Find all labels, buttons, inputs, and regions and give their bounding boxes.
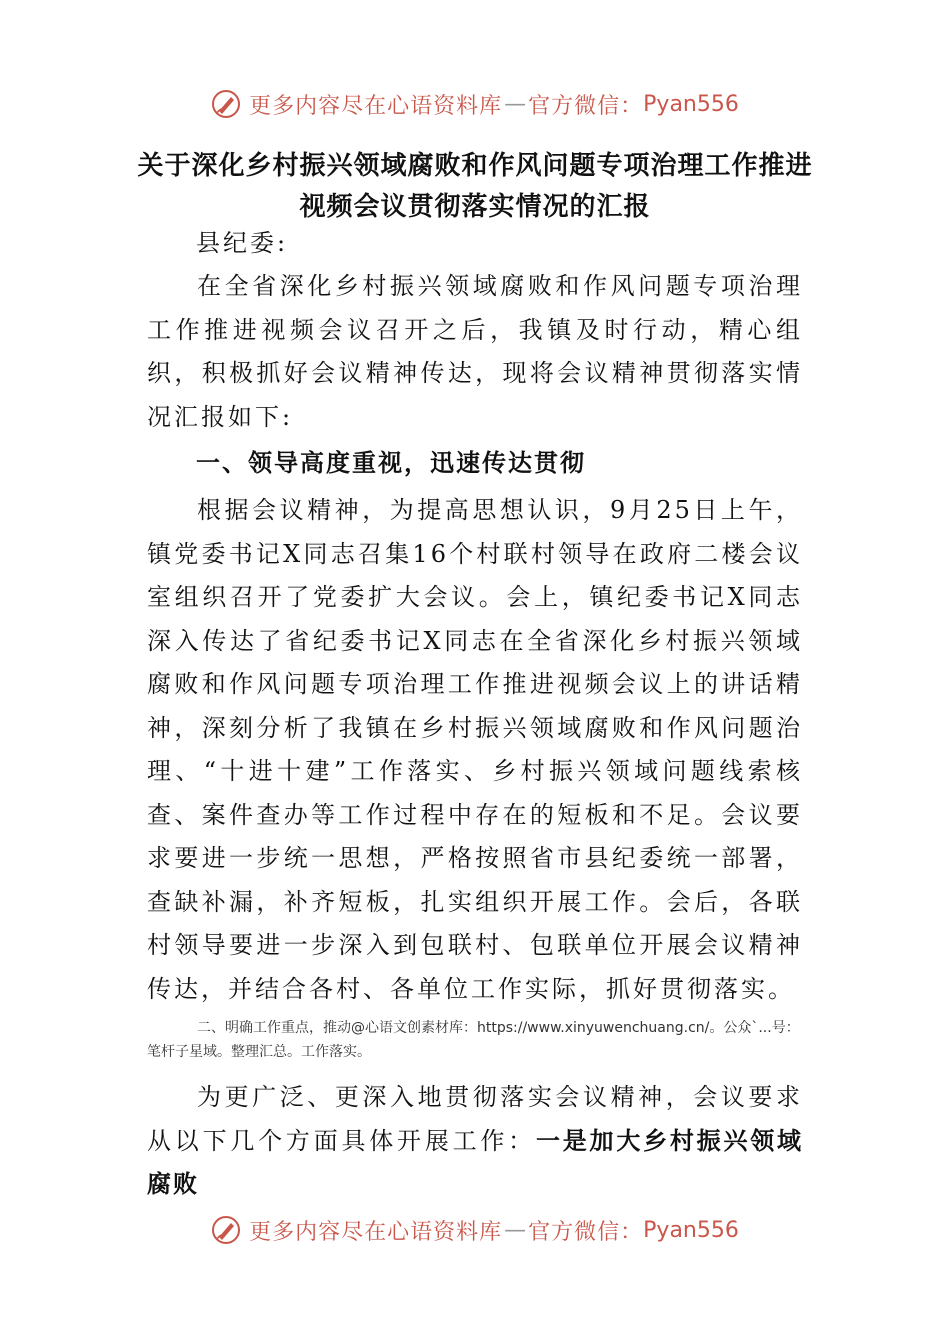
section2-note: 二、明确工作重点，推动@心语文创素材库：https://www.xinyuwenchuang.cn/。公众`...号：笔杆子星域。整理汇总。工作落实。: [147, 1020, 800, 1060]
salutation: 县纪委:: [196, 229, 289, 257]
watermark-text: 更多内容尽在心语资料库: [249, 1219, 503, 1245]
watermark-footer: [0, 1210, 950, 1250]
pen-logo-icon: [211, 1215, 241, 1245]
watermark-header: [0, 84, 950, 124]
watermark-id: Pyan556: [643, 1217, 739, 1243]
watermark-label: 官方微信：: [528, 1219, 644, 1245]
watermark-id: Pyan556: [643, 91, 739, 117]
section2-bold-lead: 一是加大乡村振兴领域腐败: [147, 1126, 804, 1198]
section2-body: [147, 1076, 803, 1207]
watermark-label: 官方微信：: [528, 93, 644, 119]
section1-body: 根据会议精神，为提高思想认识，9月25日上午，镇党委书记X同志召集16个村联村领导在政府二楼会议室组织召开了党委扩大会议。会上，镇纪委书记X同志深入传达了省纪委书记X同志在全省深化乡村振兴领域腐败和作风问题专项治理工作推进视频会议上的讲话精神，深刻分析了我镇在乡村振兴领域腐败和作风问题治理、“十进十建”工作落实、乡村振兴领域问题线索核查、案件查办等工作过程中存在的短板和不足。会议要求要进一步统一思想，严格按照省市县纪委统一部署，查缺补漏，补齐短板，扎实组织开展工作。会后，各联村领导要进一步深入到包联村、包联单位开展会议精神传达，并结合各村、各单位工作实际，抓好贯彻落实。: [147, 496, 803, 1003]
watermark-separator: —: [504, 91, 527, 117]
watermark-separator: —: [504, 1217, 527, 1243]
pen-logo-icon: [211, 89, 241, 119]
section2-text: 为更广泛、更深入地贯彻落实会议精神，会议要求从以下几个方面具体开展工作：: [147, 1083, 803, 1155]
document-title-line1: 关于深化乡村振兴领域腐败和作风问题专项治理工作推进: [137, 151, 813, 181]
intro-paragraph: 在全省深化乡村振兴领域腐败和作风问题专项治理工作推进视频会议召开之后，我镇及时行动，精心组织，积极抓好会议精神传达，现将会议精神贯彻落实情况汇报如下:: [147, 272, 803, 431]
watermark-text: 更多内容尽在心语资料库: [249, 93, 503, 119]
document-title-line2: 视频会议贯彻落实情况的汇报: [299, 192, 651, 222]
section1-heading: 一、领导高度重视，迅速传达贯彻: [196, 449, 586, 477]
